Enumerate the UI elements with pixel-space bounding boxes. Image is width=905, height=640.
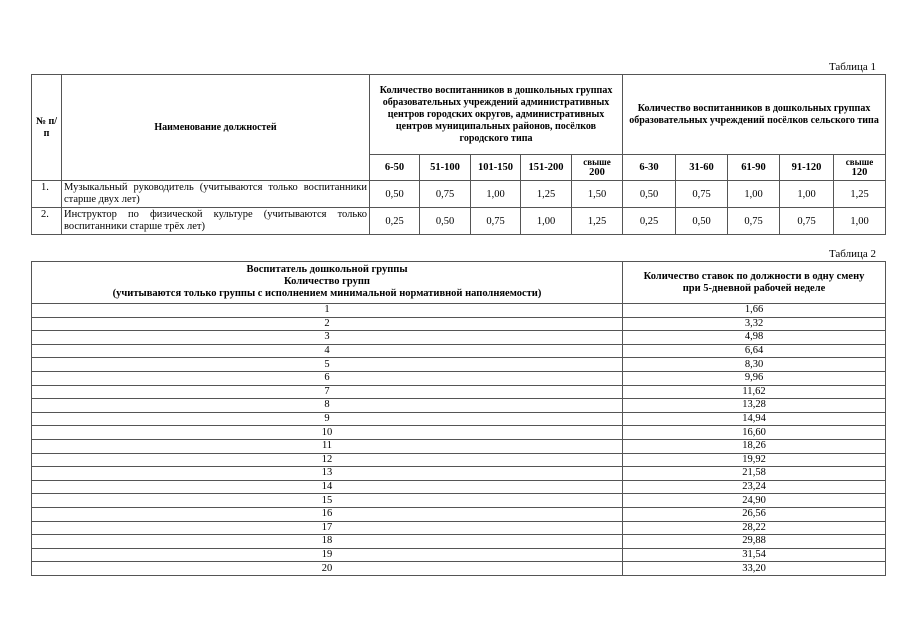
rate-count-cell: 3,32 xyxy=(623,317,886,331)
rate-cell: 0,50 xyxy=(420,208,471,235)
rate-cell: 1,25 xyxy=(834,181,886,208)
table-row xyxy=(32,535,886,549)
rate-cell: 1,00 xyxy=(780,181,834,208)
rate-count-cell: 24,90 xyxy=(623,494,886,508)
range-cell-over xyxy=(572,155,623,181)
groups-count-cell: 18 xyxy=(32,535,623,549)
rate-cell: 1,00 xyxy=(834,208,886,235)
table-row xyxy=(32,181,886,208)
table2-caption: Таблица 2 xyxy=(828,248,876,260)
rate-cell: 0,50 xyxy=(623,181,676,208)
table-row xyxy=(32,371,886,385)
table-row xyxy=(32,494,886,508)
rate-cell: 0,50 xyxy=(370,181,420,208)
table-row xyxy=(32,385,886,399)
range-cell: 6-30 xyxy=(623,155,676,181)
rate-cell: 0,75 xyxy=(420,181,471,208)
rate-cell: 1,00 xyxy=(521,208,572,235)
range-cell: 101-150 xyxy=(471,155,521,181)
range-cell: 31-60 xyxy=(676,155,728,181)
rate-cell: 0,25 xyxy=(623,208,676,235)
rate-count-cell: 4,98 xyxy=(623,331,886,345)
groups-count-cell: 12 xyxy=(32,453,623,467)
rate-count-cell: 33,20 xyxy=(623,562,886,576)
header-rates: Количество ставок по должности в одну смену при 5-дневной рабочей неделе xyxy=(623,262,886,304)
groups-count-cell: 13 xyxy=(32,467,623,481)
rate-count-cell: 14,94 xyxy=(623,412,886,426)
rate-count-cell: 16,60 xyxy=(623,426,886,440)
range-over-value: 120 xyxy=(851,167,868,178)
groups-count-cell: 11 xyxy=(32,439,623,453)
rate-cell: 0,25 xyxy=(370,208,420,235)
groups-count-cell: 7 xyxy=(32,385,623,399)
rate-count-cell: 18,26 xyxy=(623,439,886,453)
groups-count-cell: 3 xyxy=(32,331,623,345)
table-row xyxy=(32,317,886,331)
row-number: 2. xyxy=(32,208,62,235)
rate-cell: 1,25 xyxy=(521,181,572,208)
header-groups-count xyxy=(32,262,623,304)
table-row xyxy=(32,480,886,494)
table-row xyxy=(32,399,886,413)
staffing-table-1 xyxy=(31,74,886,235)
groups-count-cell: 2 xyxy=(32,317,623,331)
header-groups-label: Количество групп xyxy=(284,276,370,287)
rate-count-cell: 11,62 xyxy=(623,385,886,399)
groups-count-cell: 17 xyxy=(32,521,623,535)
groups-count-cell: 14 xyxy=(32,480,623,494)
range-over-label: свыше xyxy=(583,157,611,167)
groups-count-cell: 20 xyxy=(32,562,623,576)
table-row xyxy=(32,358,886,372)
table-row xyxy=(32,548,886,562)
position-name: Инструктор по физической культуре (учитываются только воспитанники старше трёх лет) xyxy=(62,208,370,235)
rate-count-cell: 21,58 xyxy=(623,467,886,481)
groups-count-cell: 15 xyxy=(32,494,623,508)
rate-cell: 1,25 xyxy=(572,208,623,235)
staffing-table-2 xyxy=(31,261,886,576)
groups-count-cell: 19 xyxy=(32,548,623,562)
rate-cell: 0,75 xyxy=(676,181,728,208)
range-cell: 61-90 xyxy=(728,155,780,181)
rate-count-cell: 29,88 xyxy=(623,535,886,549)
rate-count-cell: 31,54 xyxy=(623,548,886,562)
range-cell: 151-200 xyxy=(521,155,572,181)
range-cell: 91-120 xyxy=(780,155,834,181)
header-position-name: Наименование должностей xyxy=(62,75,370,181)
rate-count-cell: 8,30 xyxy=(623,358,886,372)
row-number: 1. xyxy=(32,181,62,208)
rate-cell: 1,50 xyxy=(572,181,623,208)
rate-count-cell: 6,64 xyxy=(623,344,886,358)
range-over-label: свыше xyxy=(845,157,874,167)
groups-count-cell: 4 xyxy=(32,344,623,358)
rate-count-cell: 23,24 xyxy=(623,480,886,494)
table-row xyxy=(32,331,886,345)
table-row xyxy=(32,426,886,440)
groups-count-cell: 1 xyxy=(32,304,623,318)
groups-count-cell: 9 xyxy=(32,412,623,426)
rate-count-cell: 9,96 xyxy=(623,371,886,385)
table-row xyxy=(32,453,886,467)
rate-cell: 0,75 xyxy=(471,208,521,235)
rate-count-cell: 1,66 xyxy=(623,304,886,318)
rate-count-cell: 13,28 xyxy=(623,399,886,413)
range-cell: 6-50 xyxy=(370,155,420,181)
rate-count-cell: 28,22 xyxy=(623,521,886,535)
table1-caption: Таблица 1 xyxy=(828,61,876,73)
header-rural-group: Количество воспитанников в дошкольных группах образовательных учреждений посёлков сельского типа xyxy=(623,75,886,155)
rate-cell: 0,75 xyxy=(780,208,834,235)
rate-count-cell: 26,56 xyxy=(623,507,886,521)
header-educator-title: Воспитатель дошкольной группы xyxy=(246,264,408,275)
table-row xyxy=(32,304,886,318)
table-row xyxy=(32,507,886,521)
range-cell: 51-100 xyxy=(420,155,471,181)
table-row xyxy=(32,344,886,358)
table-row xyxy=(32,439,886,453)
rate-count-cell: 19,92 xyxy=(623,453,886,467)
rate-cell: 1,00 xyxy=(728,181,780,208)
rate-cell: 1,00 xyxy=(471,181,521,208)
rate-cell: 0,50 xyxy=(676,208,728,235)
table-row xyxy=(32,208,886,235)
header-groups-note: (учитываются только группы с исполнением минимальной нормативной наполняемости) xyxy=(112,288,542,299)
groups-count-cell: 6 xyxy=(32,371,623,385)
groups-count-cell: 5 xyxy=(32,358,623,372)
groups-count-cell: 16 xyxy=(32,507,623,521)
header-num: № п/п xyxy=(32,75,62,181)
range-cell-over xyxy=(834,155,886,181)
rate-cell: 0,75 xyxy=(728,208,780,235)
table-row xyxy=(32,412,886,426)
range-over-value: 200 xyxy=(589,167,605,178)
table-row xyxy=(32,521,886,535)
table-row xyxy=(32,562,886,576)
table-row xyxy=(32,467,886,481)
position-name: Музыкальный руководитель (учитываются только воспитанники старше двух лет) xyxy=(62,181,370,208)
groups-count-cell: 10 xyxy=(32,426,623,440)
header-urban-group: Количество воспитанников в дошкольных группах образовательных учреждений административных центров городских округов, административных центров муниципальных районов, посёлков городского типа xyxy=(370,75,623,155)
groups-count-cell: 8 xyxy=(32,399,623,413)
